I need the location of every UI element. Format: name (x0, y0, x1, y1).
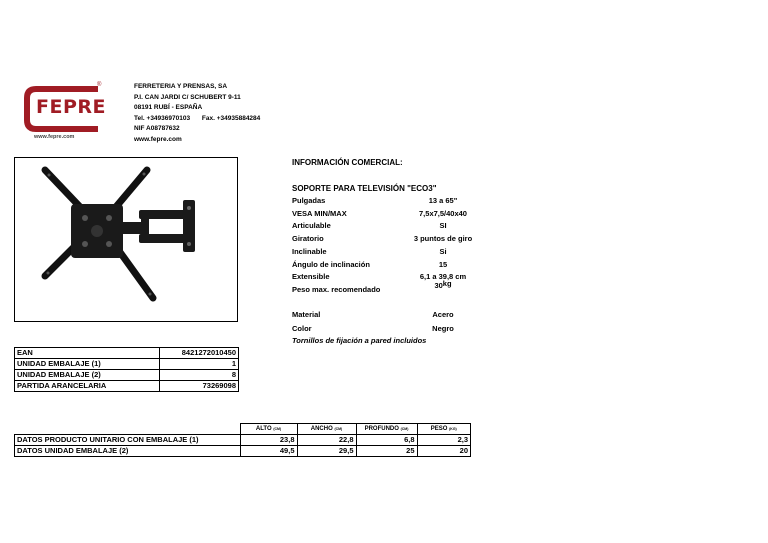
code-value: 8421272010450 (160, 348, 239, 359)
material-label: Material (292, 310, 321, 319)
header-blank (15, 424, 241, 435)
row-label: DATOS PRODUCTO UNITARIO CON EMBALAJE (1) (15, 435, 241, 446)
tv-mount-image (15, 158, 236, 320)
company-name: FERRETERIA Y PRENSAS, SA (134, 83, 228, 90)
product-photo (14, 157, 238, 322)
spec-value: 15 (438, 260, 448, 269)
company-address: P.I. CAN JARDI C/ SCHUBERT 9-11 (134, 93, 241, 101)
cell-ancho: 22,8 (297, 435, 356, 446)
cell-profundo: 6,8 (356, 435, 417, 446)
spec-label: VESA MIN/MAX (292, 209, 347, 218)
table-row (15, 381, 239, 392)
spec-row (292, 247, 492, 259)
header-alto: ALTO (CM) (240, 424, 297, 435)
fixing-note: Tornillos de fijación a pared incluidos (292, 336, 427, 345)
header-ancho: ANCHO (CM) (297, 424, 356, 435)
code-value: 8 (160, 370, 239, 381)
code-label: PARTIDA ARANCELARIA (15, 381, 160, 392)
spec-value (404, 281, 482, 290)
company-nif: NIF A08787632 (134, 125, 180, 132)
fepre-logo (22, 84, 104, 142)
weight-value: 30 (434, 281, 443, 290)
spec-row (292, 209, 492, 221)
cell-alto: 49,5 (240, 446, 297, 457)
spec-value: 6,1 a 39,8 cm (419, 272, 467, 281)
table-header-row (15, 424, 471, 435)
info-heading: INFORMACIÓN COMERCIAL: (292, 158, 403, 167)
company-phones (134, 114, 260, 125)
code-label: UNIDAD EMBALAJE (1) (15, 359, 160, 370)
row-label: DATOS UNIDAD EMBALAJE (2) (15, 446, 241, 457)
code-value: 1 (160, 359, 239, 370)
spec-value: 13 a 65" (428, 196, 458, 205)
codes-table (14, 347, 239, 392)
code-label: EAN (15, 348, 160, 359)
cell-peso: 2,3 (417, 435, 471, 446)
spec-label: Inclinable (292, 247, 327, 256)
table-row (15, 348, 239, 359)
cell-ancho: 29,5 (297, 446, 356, 457)
weight-unit: kg (442, 279, 452, 288)
material-row (292, 310, 492, 322)
spec-row (292, 221, 492, 233)
spec-row (292, 196, 492, 208)
spec-label: Pulgadas (292, 196, 326, 205)
code-value: 73269098 (160, 381, 239, 392)
registered-mark: ® (97, 82, 102, 88)
table-row (15, 370, 239, 381)
logo-wordmark: FEPRE (36, 96, 106, 118)
company-city: 08191 RUBÍ - ESPAÑA (134, 104, 203, 111)
company-fax: Fax. +34935884284 (201, 114, 261, 122)
spec-label: Ángulo de inclinación (292, 260, 370, 269)
spec-row (292, 279, 492, 297)
spec-list (292, 196, 492, 298)
color-value: Negro (432, 324, 454, 333)
table-row (15, 446, 471, 457)
spec-label: Articulable (292, 221, 331, 230)
spec-value: 3 puntos de giro (413, 234, 473, 243)
spec-label: Extensible (292, 272, 330, 281)
dimensions-table (14, 423, 471, 457)
spec-label: Giratorio (292, 234, 324, 243)
company-tel: Tel. +34936970103 (134, 114, 191, 122)
table-row (15, 359, 239, 370)
spec-label: Peso max. recomendado (292, 285, 381, 294)
company-web: www.fepre.com (134, 135, 182, 143)
header-peso: PESO (KG) (417, 424, 471, 435)
product-title: SOPORTE PARA TELEVISIÓN "ECO3" (292, 184, 437, 193)
header-profundo: PROFUNDO (CM) (356, 424, 417, 435)
spec-value: 7,5x7,5/40x40 (419, 209, 467, 218)
logo-url: www.fepre.com (34, 134, 75, 140)
spec-row (292, 234, 492, 246)
spec-value: Si (439, 247, 447, 256)
cell-peso: 20 (417, 446, 471, 457)
material-value: Acero (432, 310, 454, 319)
table-row (15, 435, 471, 446)
cell-alto: 23,8 (240, 435, 297, 446)
spec-row (292, 260, 492, 272)
company-info (134, 82, 260, 145)
code-label: UNIDAD EMBALAJE (2) (15, 370, 160, 381)
cell-profundo: 25 (356, 446, 417, 457)
color-label: Color (292, 324, 312, 333)
color-row (292, 324, 492, 336)
spec-value: SI (439, 221, 447, 230)
